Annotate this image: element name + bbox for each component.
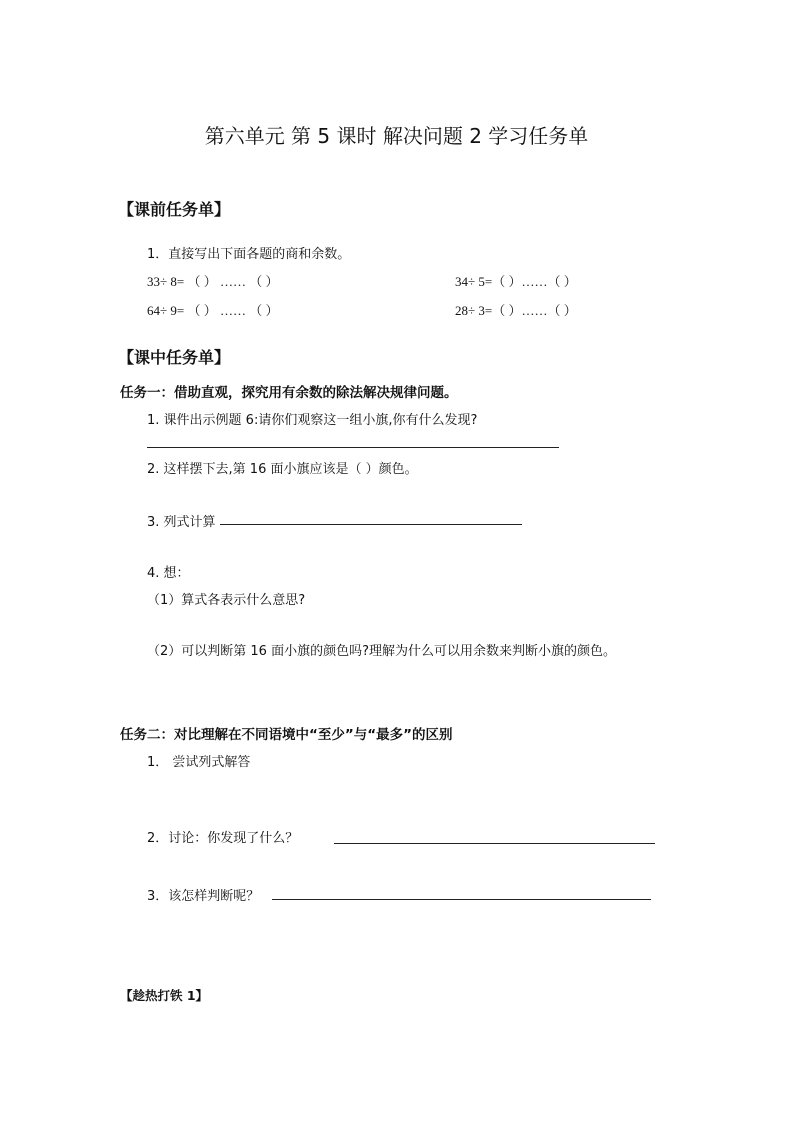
division-problem: 64÷ 9= （ ） …… （ ）	[147, 303, 279, 318]
answer-line[interactable]	[147, 447, 559, 448]
pre-class-question-1: 1．直接写出下面各题的商和余数。	[147, 247, 351, 262]
task-1-question-4: 4. 想：	[147, 566, 190, 581]
division-problem: 34÷ 5=（ ）……（ ）	[455, 274, 577, 289]
task-1-question-2: 2. 这样摆下去,第 16 面小旗应该是（ ）颜色。	[147, 462, 418, 477]
answer-line[interactable]	[334, 843, 655, 844]
practice-heading: 【趁热打铁 1】	[120, 988, 209, 1003]
task-1-question-4-2: （2）可以判断第 16 面小旗的颜色吗?理解为什么可以用余数来判断小旗的颜色。	[147, 644, 616, 659]
task-1-question-3: 3. 列式计算	[147, 515, 216, 530]
division-problem: 33÷ 8= （ ） …… （ ）	[147, 274, 279, 289]
task-2-question-1: 1． 尝试列式解答	[147, 755, 251, 770]
answer-line[interactable]	[272, 899, 651, 900]
task-2-question-2: 2．讨论：你发现了什么？	[147, 831, 299, 846]
in-class-heading: 【课中任务单】	[118, 348, 231, 367]
pre-class-heading: 【课前任务单】	[118, 200, 231, 219]
task-2-title: 任务二：对比理解在不同语境中“至少”与“最多”的区别	[120, 727, 453, 743]
answer-line[interactable]	[220, 524, 522, 525]
task-1-question-1: 1. 课件出示例题 6:请你们观察这一组小旗,你有什么发现?	[147, 413, 478, 428]
task-1-question-4-1: （1）算式各表示什么意思?	[147, 593, 306, 608]
task-2-question-3: 3．该怎样判断呢？	[147, 889, 260, 904]
task-1-title: 任务一：借助直观，探究用有余数的除法解决规律问题。	[120, 385, 458, 401]
division-problem: 28÷ 3=（ ）……（ ）	[455, 303, 577, 318]
page-title: 第六单元 第 5 课时 解决问题 2 学习任务单	[204, 124, 589, 148]
